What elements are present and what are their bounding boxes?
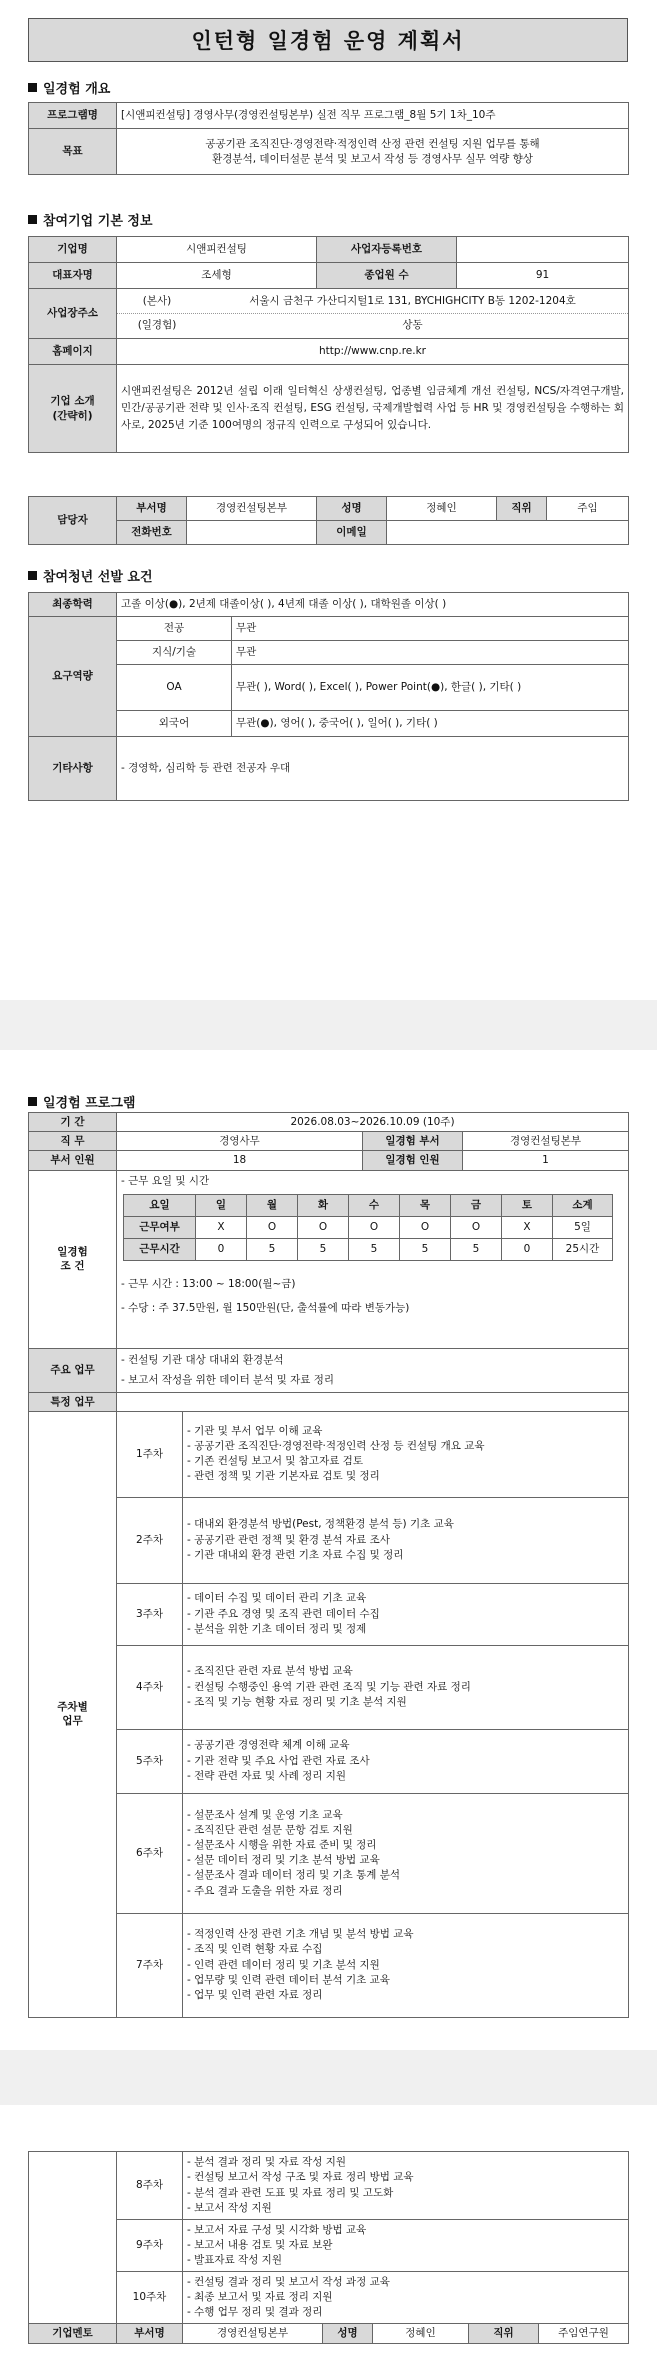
week-item: - 설문 데이터 정리 및 기초 분석 방법 교육 xyxy=(187,1853,624,1868)
week-label: 10주차 xyxy=(117,2272,183,2324)
contact-rank-label: 직위 xyxy=(497,497,547,521)
goal-value xyxy=(117,129,629,175)
job-value: 경영사무 xyxy=(117,1132,363,1151)
week-item: - 조직 및 기능 현황 자료 정리 및 기초 분석 지원 xyxy=(187,1695,624,1710)
work-cell: O xyxy=(400,1216,451,1238)
work-cell: O xyxy=(247,1216,298,1238)
week-item: - 조직진단 관련 자료 분석 방법 교육 xyxy=(187,1664,624,1679)
week-item: - 설문조사 설계 및 운영 기초 교육 xyxy=(187,1808,624,1823)
week-label: 1주차 xyxy=(117,1411,183,1497)
contact-name-label: 성명 xyxy=(317,497,387,521)
schedule-header-2: 월 xyxy=(247,1194,298,1216)
week-item: - 공공기관 관련 정책 및 환경 분석 자료 조사 xyxy=(187,1533,624,1548)
page-3 xyxy=(0,2105,657,2379)
hour-subtotal: 25시간 xyxy=(553,1238,613,1260)
language-label: 외국어 xyxy=(117,711,232,737)
weekly-label-continued xyxy=(29,2152,117,2324)
intro-label-line-2: (간략히) xyxy=(52,409,93,422)
major-label: 전공 xyxy=(117,617,232,641)
company-table xyxy=(28,236,629,453)
bizno-value xyxy=(457,237,629,263)
week-item: - 적정인력 산정 관련 기초 개념 및 분석 방법 교육 xyxy=(187,1927,624,1942)
schedule-header-7: 토 xyxy=(502,1194,553,1216)
address-main-tag: (본사) xyxy=(142,294,172,307)
work-row-label: 근무여부 xyxy=(124,1216,196,1238)
week-label: 3주차 xyxy=(117,1583,183,1645)
page-1 xyxy=(0,0,657,1000)
hour-row-label: 근무시간 xyxy=(124,1238,196,1260)
goal-line-1: 공공기관 조직진단·경영전략·적정인력 산정 관련 컨설팅 지원 업무를 통해 xyxy=(205,138,540,151)
staff-value: 91 xyxy=(457,263,629,289)
schedule-header-8: 소계 xyxy=(553,1194,613,1216)
week-item: - 공공기관 조직진단·경영전략·적정인력 산정 등 컨설팅 개요 교육 xyxy=(187,1439,624,1454)
education-label: 최종학력 xyxy=(29,593,117,617)
address-work-tag: (일경험) xyxy=(137,319,177,332)
week-item: - 수행 업무 정리 및 결과 정리 xyxy=(187,2305,624,2320)
work-cell: X xyxy=(196,1216,247,1238)
company-name-label: 기업명 xyxy=(29,237,117,263)
week-item: - 보고서 내용 검토 및 자료 보완 xyxy=(187,2238,624,2253)
goal-line-2: 환경분석, 데이터설문 분석 및 보고서 작성 등 경영사무 실무 역량 향상 xyxy=(212,152,533,165)
week-item: - 설문조사 결과 데이터 정리 및 기초 통계 분석 xyxy=(187,1868,624,1883)
week-items xyxy=(183,1645,629,1729)
skill-label: 지식/기술 xyxy=(117,641,232,665)
week-items xyxy=(183,1497,629,1583)
dept-people-value: 18 xyxy=(117,1151,363,1170)
mentor-name-label: 성명 xyxy=(323,2324,373,2344)
document-title: 인턴형 일경험 운영 계획서 xyxy=(28,18,628,62)
week-label: 9주차 xyxy=(117,2220,183,2272)
section-program-heading xyxy=(28,1092,135,1111)
contact-email-value xyxy=(387,521,629,545)
address-label: 사업장주소 xyxy=(29,289,117,339)
hour-cell: 5 xyxy=(298,1238,349,1260)
mentor-rank-value: 주임연구원 xyxy=(539,2324,629,2344)
week-items xyxy=(183,1411,629,1497)
week-item: - 기존 컨설팅 보고서 및 참고자료 검토 xyxy=(187,1454,624,1469)
pay-text: - 수당 : 주 37.5만원, 월 150만원(단, 출석률에 따라 변동가능) xyxy=(121,1301,410,1314)
goal-label: 목표 xyxy=(29,129,117,175)
work-cell: O xyxy=(298,1216,349,1238)
week-item: - 분석 결과 관련 도표 및 자료 정리 및 고도화 xyxy=(187,2186,624,2201)
schedule-header-0: 요일 xyxy=(124,1194,196,1216)
hour-cell: 5 xyxy=(451,1238,502,1260)
section-company-heading xyxy=(28,210,153,229)
week-label: 4주차 xyxy=(117,1645,183,1729)
contact-dept-label: 부서명 xyxy=(117,497,187,521)
bizno-label: 사업자등록번호 xyxy=(317,237,457,263)
condition-title: - 근무 요일 및 시간 xyxy=(121,1174,210,1187)
week-item: - 업무 및 인력 관련 자료 정리 xyxy=(187,1988,624,2003)
week-item: - 기관 전략 및 주요 사업 관련 자료 조사 xyxy=(187,1754,624,1769)
week-item: - 기관 대내외 환경 관련 기초 자료 수집 및 정리 xyxy=(187,1548,624,1563)
hour-cell: 0 xyxy=(502,1238,553,1260)
schedule-header-6: 금 xyxy=(451,1194,502,1216)
schedule-header-3: 화 xyxy=(298,1194,349,1216)
work-cell: X xyxy=(502,1216,553,1238)
week-label: 7주차 xyxy=(117,1913,183,2017)
period-label: 기 간 xyxy=(29,1113,117,1132)
program-name-label: 프로그램명 xyxy=(29,103,117,129)
oa-value: 무관( ), Word( ), Excel( ), Power Point(●), 한글( ), 기타( ) xyxy=(232,665,629,711)
staff-label: 종업원 수 xyxy=(317,263,457,289)
week-label: 5주차 xyxy=(117,1729,183,1793)
section-overview-label: 일경험 개요 xyxy=(43,82,111,97)
week-item: - 전략 관련 자료 및 사례 정리 지원 xyxy=(187,1769,624,1784)
week-item: - 데이터 수집 및 데이터 관리 기초 교육 xyxy=(187,1591,624,1606)
section-company-label: 참여기업 기본 정보 xyxy=(43,214,153,229)
schedule-table xyxy=(123,1194,613,1261)
condition-label-line-2: 조 건 xyxy=(60,1260,85,1273)
schedule-header-4: 수 xyxy=(349,1194,400,1216)
period-value: 2026.08.03~2026.10.09 (10주) xyxy=(117,1113,629,1132)
square-bullet-icon xyxy=(28,571,37,580)
week-item: - 업무량 및 인력 관련 데이터 분석 기초 교육 xyxy=(187,1973,624,1988)
mentor-dept-label: 부서명 xyxy=(117,2324,183,2344)
week-items xyxy=(183,2272,629,2324)
week-item: - 주요 결과 도출을 위한 자료 정리 xyxy=(187,1884,624,1899)
week-items xyxy=(183,1729,629,1793)
special-task-label: 특정 업무 xyxy=(29,1392,117,1411)
overview-table xyxy=(28,102,629,175)
company-name-value: 시앤피컨설팅 xyxy=(117,237,317,263)
contact-name-value: 정혜인 xyxy=(387,497,497,521)
week-item: - 조직진단 관련 설문 문항 검토 지원 xyxy=(187,1823,624,1838)
contact-table xyxy=(28,496,629,545)
week-item: - 분석을 위한 기초 데이터 정리 및 정제 xyxy=(187,1622,624,1637)
main-task-line-1: - 컨설팅 기관 대상 대내외 환경분석 xyxy=(121,1353,284,1366)
week-item: - 최종 보고서 및 자료 정리 지원 xyxy=(187,2290,624,2305)
oa-label: OA xyxy=(117,665,232,711)
section-selection-heading xyxy=(28,566,153,585)
intern-dept-label: 일경험 부서 xyxy=(363,1132,463,1151)
homepage-value[interactable]: http://www.cnp.re.kr xyxy=(117,339,629,365)
contact-rank-value: 주임 xyxy=(547,497,629,521)
week-item: - 분석 결과 정리 및 자료 작성 지원 xyxy=(187,2155,624,2170)
mentor-dept-value: 경영컨설팅본부 xyxy=(183,2324,323,2344)
week-item: - 보고서 작성 지원 xyxy=(187,2201,624,2216)
hour-cell: 5 xyxy=(400,1238,451,1260)
hour-cell: 5 xyxy=(247,1238,298,1260)
homepage-label: 홈페이지 xyxy=(29,339,117,365)
square-bullet-icon xyxy=(28,83,37,92)
selection-table xyxy=(28,592,629,801)
schedule-header-1: 일 xyxy=(196,1194,247,1216)
week-items xyxy=(183,1583,629,1645)
work-cell: O xyxy=(349,1216,400,1238)
weekly-label-line-1: 주차별 xyxy=(57,1701,88,1714)
contact-dept-value: 경영컨설팅본부 xyxy=(187,497,317,521)
address-main-value: 서울시 금천구 가산디지털1로 131, BYCHIGHCITY B동 1202-1204호 xyxy=(249,294,576,307)
mentor-label: 기업멘토 xyxy=(29,2324,117,2344)
etc-value: - 경영학, 심리학 등 관련 전공자 우대 xyxy=(117,737,629,801)
work-cell: O xyxy=(451,1216,502,1238)
hour-cell: 0 xyxy=(196,1238,247,1260)
schedule-header-5: 목 xyxy=(400,1194,451,1216)
week-item: - 대내외 환경분석 방법(Pest, 정책환경 분석 등) 기초 교육 xyxy=(187,1517,624,1532)
special-task-value xyxy=(117,1392,629,1411)
contact-email-label: 이메일 xyxy=(317,521,387,545)
main-task-value xyxy=(117,1348,629,1392)
week-item: - 조직 및 인력 현황 자료 수집 xyxy=(187,1942,624,1957)
intro-value: 시앤피컨설팅은 2012년 설립 이래 일터혁신 상생컨설팅, 업종별 임금체계 개선 컨설팅, NCS/자격연구개발, 민간/공공기관 전략 및 인사·조직 컨설팅, ESG 컨설팅, 국제개발협력 사업 등 HR 및 경영컨설팅을 수행하는 회사로, 2025년 기준 100여명의 정규직 인력으로 구성되어 있습니다. xyxy=(117,365,629,453)
page-gap-1 xyxy=(0,1000,657,1050)
week-item: - 공공기관 경영전략 체계 이해 교육 xyxy=(187,1738,624,1753)
week-label: 2주차 xyxy=(117,1497,183,1583)
program-name-value: [시앤피컨설팅] 경영사무(경영컨설팅본부) 실전 직무 프로그램_8월 5기 1차_10주 xyxy=(117,103,629,129)
week-items xyxy=(183,1793,629,1913)
week-item: - 관련 정책 및 기관 기본자료 검토 및 정리 xyxy=(187,1469,624,1484)
work-subtotal: 5일 xyxy=(553,1216,613,1238)
condition-label xyxy=(29,1170,117,1348)
mentor-rank-label: 직위 xyxy=(469,2324,539,2344)
education-value: 고졸 이상(●), 2년제 대졸이상( ), 4년제 대졸 이상( ), 대학원졸 이상( ) xyxy=(117,593,629,617)
intern-people-value: 1 xyxy=(463,1151,629,1170)
contact-label: 담당자 xyxy=(29,497,117,545)
week-label: 6주차 xyxy=(117,1793,183,1913)
section-overview-heading xyxy=(28,78,110,97)
job-label: 직 무 xyxy=(29,1132,117,1151)
week-item: - 기관 및 부서 업무 이해 교육 xyxy=(187,1424,624,1439)
program-table xyxy=(28,1112,629,2018)
week-item: - 인력 관련 데이터 정리 및 기초 분석 지원 xyxy=(187,1958,624,1973)
ceo-label: 대표자명 xyxy=(29,263,117,289)
condition-label-line-1: 일경험 xyxy=(57,1245,88,1258)
intern-dept-value: 경영컨설팅본부 xyxy=(463,1132,629,1151)
week-label: 8주차 xyxy=(117,2152,183,2220)
week-item: - 설문조사 시행을 위한 자료 준비 및 정리 xyxy=(187,1838,624,1853)
skill-value: 무관 xyxy=(232,641,629,665)
contact-phone-label: 전화번호 xyxy=(117,521,187,545)
intro-label xyxy=(29,365,117,453)
requirement-label: 요구역량 xyxy=(29,617,117,737)
address-work-value: 상동 xyxy=(402,319,423,332)
contact-phone-value xyxy=(187,521,317,545)
intern-people-label: 일경험 인원 xyxy=(363,1151,463,1170)
week-item: - 기관 주요 경영 및 조직 관련 데이터 수집 xyxy=(187,1607,624,1622)
week-items xyxy=(183,2220,629,2272)
square-bullet-icon xyxy=(28,215,37,224)
main-task-line-2: - 보고서 작성을 위한 데이터 분석 및 자료 정리 xyxy=(121,1374,335,1387)
main-task-label: 주요 업무 xyxy=(29,1348,117,1392)
major-value: 무관 xyxy=(232,617,629,641)
dept-people-label: 부서 인원 xyxy=(29,1151,117,1170)
weekly-label xyxy=(29,1411,117,2017)
week-items xyxy=(183,2152,629,2220)
week-item: - 컨설팅 결과 정리 및 보고서 작성 과정 교육 xyxy=(187,2275,624,2290)
section-selection-label: 참여청년 선발 요건 xyxy=(43,570,153,585)
condition-value xyxy=(117,1170,629,1348)
mentor-name-value: 정혜인 xyxy=(373,2324,469,2344)
week-item: - 보고서 자료 구성 및 시각화 방법 교육 xyxy=(187,2223,624,2238)
page-gap-2 xyxy=(0,2050,657,2105)
intro-label-line-1: 기업 소개 xyxy=(50,395,95,408)
week-item: - 컨설팅 보고서 작성 구조 및 자료 정리 방법 교육 xyxy=(187,2170,624,2185)
week-item: - 발표자료 작성 지원 xyxy=(187,2253,624,2268)
weekly-label-line-2: 업무 xyxy=(62,1715,83,1728)
week-items xyxy=(183,1913,629,2017)
ceo-value: 조세형 xyxy=(117,263,317,289)
language-value: 무관(●), 영어( ), 중국어( ), 일어( ), 기타( ) xyxy=(232,711,629,737)
section-program-label: 일경험 프로그램 xyxy=(43,1096,136,1111)
program-table-continued xyxy=(28,2151,629,2344)
work-time-text: - 근무 시간 : 13:00 ~ 18:00(월~금) xyxy=(121,1277,296,1290)
week-item: - 컨설팅 수행중인 용역 기관 관련 조직 및 기능 관련 자료 정리 xyxy=(187,1680,624,1695)
page-2 xyxy=(0,1050,657,2050)
hour-cell: 5 xyxy=(349,1238,400,1260)
address-value xyxy=(117,289,629,339)
square-bullet-icon xyxy=(28,1097,37,1106)
etc-label: 기타사항 xyxy=(29,737,117,801)
